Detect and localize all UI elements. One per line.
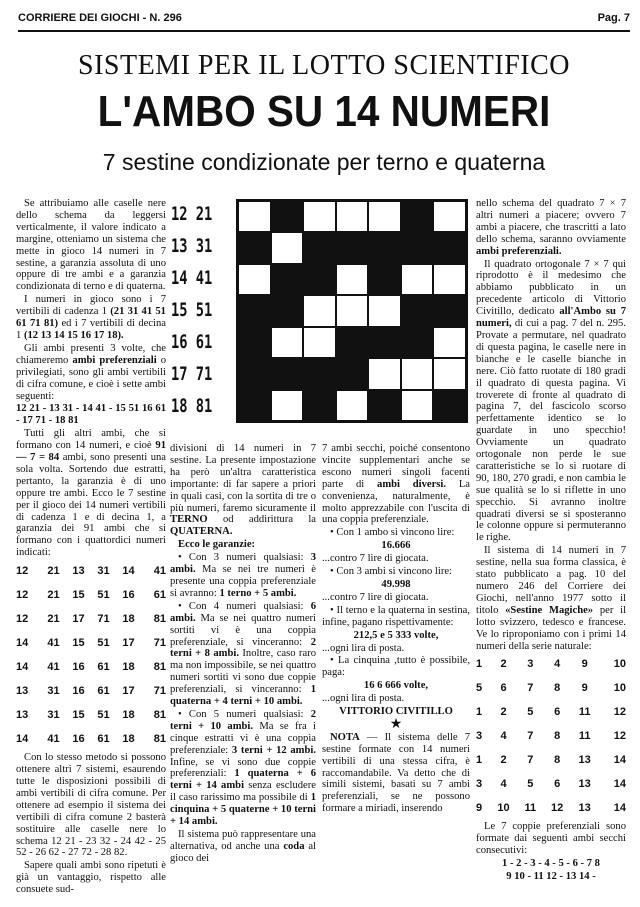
sestina-number: 16 xyxy=(122,589,135,602)
grid-cell-black xyxy=(433,232,466,263)
sestina-number: 21 xyxy=(47,589,60,602)
sestina-number: 9 xyxy=(581,682,588,695)
grid-cell-white xyxy=(368,201,401,232)
sestina-number: 51 xyxy=(97,637,110,650)
sestina-number: 12 xyxy=(613,706,626,719)
sestina-number: 31 xyxy=(47,685,60,698)
sestina-number: 14 xyxy=(613,778,626,791)
sestina-number: 2 xyxy=(500,706,507,719)
header-publication: CORRIERE DEI GIOCHI - N. 296 xyxy=(18,12,182,24)
col4-paragraph-4: Le 7 coppie preferenziali sono formate dai seguenti ambi secchi consecutivi: xyxy=(476,821,626,857)
sestina-number: 15 xyxy=(72,637,85,650)
col3-value-4: 16 6 666 volte, xyxy=(363,680,429,692)
sestina-number: 14 xyxy=(16,661,29,674)
grid-cell-black xyxy=(336,358,369,389)
subtitle: 7 sestine condizionate per terno e quaterna xyxy=(102,149,546,175)
grid-cell-white xyxy=(336,295,369,326)
sestina-number: 81 xyxy=(153,661,166,674)
grid-cell-black xyxy=(271,201,304,232)
handwritten-pair-label: 13 31 xyxy=(171,235,213,257)
sestina-number: 9 xyxy=(581,658,588,671)
header-rule xyxy=(18,30,630,32)
handwritten-pair-label: 14 41 xyxy=(171,267,213,289)
sestina-number: 7 xyxy=(527,682,534,695)
sestina-number: 1 xyxy=(476,754,483,767)
col2-paragraph-6: Il sistema può rappresentare una alternativa, od anche una coda al gioco dei xyxy=(170,829,316,864)
kicker-title: SISTEMI PER IL LOTTO SCIENTIFICO xyxy=(78,50,570,81)
sestina-number: 3 xyxy=(476,730,483,743)
col1-paragraph-2: I numeri in gioco sono i 7 vertibili di cadenza 1 (21 31 41 51 61 71 81) ed i 7 vertibili di decina 1 (12 13 14 15 16 17 18). xyxy=(16,294,166,341)
sestina-number: 12 xyxy=(16,565,29,578)
sestina-number: 13 xyxy=(16,685,29,698)
grid-cell-black xyxy=(368,327,401,358)
sestina-number: 18 xyxy=(122,661,135,674)
grid-cell-black xyxy=(433,390,466,421)
sestina-number: 5 xyxy=(476,682,483,695)
handwritten-pair-label: 12 21 xyxy=(171,203,213,225)
col3-paragraph-2: • Con 1 ambo si vincono lire: xyxy=(330,527,455,539)
sestina-number: 4 xyxy=(554,658,561,671)
sestina-row xyxy=(476,773,626,797)
sestina-number: 41 xyxy=(47,733,60,746)
grid-cell-white xyxy=(238,201,271,232)
grid-cell-white xyxy=(271,327,304,358)
col4-consecutive-pairs-2: 9 10 - 11 12 - 13 14 - xyxy=(506,871,596,883)
sestina-number: 7 xyxy=(527,730,534,743)
sestina-row xyxy=(16,728,166,752)
sestina-number: 1 xyxy=(476,658,483,671)
grid-cell-white xyxy=(336,264,369,295)
col2-paragraph-1: divisioni di 14 numeri in 7 sestine. La presente impostazione ha però un'altra caratteristica importante: di far sapere a priori in quali casi, con la sortita di tre o più numeri, faremo sicuramente il TERNO od addirittura la QUATERNA. xyxy=(170,443,316,538)
sestina-number: 13 xyxy=(578,778,591,791)
sestina-number: 41 xyxy=(47,661,60,674)
sestina-number: 14 xyxy=(122,565,135,578)
grid-cell-white xyxy=(433,327,466,358)
sestina-number: 6 xyxy=(554,706,561,719)
grid-cell-black xyxy=(368,232,401,263)
col3-paragraph-9: ...ogni lira di posta. xyxy=(322,693,405,705)
sestina-number: 9 xyxy=(476,802,483,815)
sestina-row xyxy=(16,704,166,728)
sestina-row xyxy=(476,677,626,701)
sestina-row xyxy=(16,632,166,656)
col1-paragraph-7: Sapere quali ambi sono ripetuti è già un vantaggio, rispetto alle consuete sud- xyxy=(16,860,166,896)
sestina-number: 2 xyxy=(500,658,507,671)
grid-cell-black xyxy=(303,358,336,389)
sestina-number: 17 xyxy=(72,613,85,626)
sestina-number: 14 xyxy=(613,754,626,767)
sestina-number: 10 xyxy=(497,802,510,815)
col3-paragraph-3: ...contro 7 lire di giocata. xyxy=(322,553,429,565)
handwritten-pair-label: 16 61 xyxy=(171,331,213,353)
sestina-number: 11 xyxy=(524,802,537,815)
grid-cell-white xyxy=(336,201,369,232)
grid-cell-white xyxy=(271,232,304,263)
grid-cell-black xyxy=(271,295,304,326)
sestina-number: 17 xyxy=(122,637,135,650)
sestina-row xyxy=(476,725,626,749)
col1-paragraph-5: Tutti gli altri ambi, che si formano con 14 numeri, e cioè 91 — 7 = 84 ambi, sono presenti una sola volta. Sortendo due estratti, pertanto, la garanzia è di uno oppure tre ambi. Ecco le 7 sestine per il gioco dei 14 numeri vertibili di cadenza 1 e di decina 1, a garanzia dei 91 ambi che si formano con i quattordici numeri indicati: xyxy=(16,428,166,559)
sestina-number: 13 xyxy=(578,754,591,767)
sestina-number: 13 xyxy=(16,709,29,722)
col4-paragraph-3: Il sistema di 14 numeri in 7 sestine, nella sua forma classica, è stato pubblicato a pag. 10 del numero 246 del Corriere dei Giochi, nell'anno 1977 sotto il titolo «Sestine Magiche» per il lotto svizzero, tedesco e francese. Ve lo riproponiamo con i primi 14 numeri della serie naturale: xyxy=(476,545,626,652)
sestina-number: 14 xyxy=(16,637,29,650)
sestina-number: 6 xyxy=(554,778,561,791)
header-page-number: Pag. 7 xyxy=(597,12,630,24)
grid-cell-white xyxy=(401,264,434,295)
sestina-number: 61 xyxy=(97,733,110,746)
grid-cell-black xyxy=(271,358,304,389)
sestina-number: 71 xyxy=(97,613,110,626)
grid-cell-black xyxy=(303,264,336,295)
sestina-number: 10 xyxy=(613,658,626,671)
sestine-table-2 xyxy=(476,653,626,821)
sestina-number: 81 xyxy=(153,733,166,746)
sestina-number: 8 xyxy=(554,730,561,743)
grid-cell-black xyxy=(238,295,271,326)
sestina-number: 16 xyxy=(72,733,85,746)
grid-cell-white xyxy=(433,264,466,295)
sestina-number: 71 xyxy=(153,685,166,698)
sestina-number: 61 xyxy=(97,685,110,698)
col1-paragraph-1: Se attribuiamo alle caselle nere dello schema da leggersi verticalmente, il valore indicato a margine, otteniamo un sistema che mette in gioco 14 numeri in 7 sestine, a garanzia assoluta di uno oppure di tre ambi e a garanzia condizionata di terno e di quaterna. xyxy=(16,198,166,293)
grid-cell-black xyxy=(368,264,401,295)
sestina-row xyxy=(476,653,626,677)
star-icon: ★ xyxy=(389,716,403,732)
grid-cell-white xyxy=(271,390,304,421)
sestina-number: 12 xyxy=(551,802,564,815)
sestina-number: 81 xyxy=(153,613,166,626)
sestina-row xyxy=(16,680,166,704)
sestina-number: 81 xyxy=(153,709,166,722)
grid-cell-black xyxy=(336,327,369,358)
sestina-number: 71 xyxy=(153,637,166,650)
col2-paragraph-4: • Con 4 numeri qualsiasi: 6 ambi. Ma se nei quattro numeri sortiti vi è una coppia preferenziale, si vinceranno: 2 terni + 8 ambi. Inoltre, caso raro ma non impossibile, se nei quattro numeri sortiti vi sono due coppie preferenziali, si vinceranno: 1 quaterna + 4 terni + 10 ambi. xyxy=(170,600,316,708)
author-signature: VITTORIO CIVITILLO xyxy=(339,706,453,718)
sestina-number: 6 xyxy=(500,682,507,695)
sestina-number: 15 xyxy=(72,709,85,722)
grid-cell-black xyxy=(401,201,434,232)
sestina-row xyxy=(16,608,166,632)
col3-paragraph-4: • Con 3 ambi si vincono lire: xyxy=(330,566,452,578)
sestina-row xyxy=(16,560,166,584)
sestina-number: 14 xyxy=(613,802,626,815)
sestina-number: 16 xyxy=(72,685,85,698)
grid-cell-white xyxy=(401,358,434,389)
grid-cell-white xyxy=(303,327,336,358)
grid-cell-white xyxy=(368,295,401,326)
sestina-number: 2 xyxy=(500,754,507,767)
col3-paragraph-6: • Il terno e la quaterna in sestina, infine, pagano rispettivamente: xyxy=(322,604,470,628)
grid-cell-black xyxy=(271,264,304,295)
sestina-number: 18 xyxy=(122,733,135,746)
col1-preferred-pairs: 12 21 - 13 31 - 14 41 - 15 51 16 61 - 17 71 - 18 81 xyxy=(16,403,166,427)
grid-cell-black xyxy=(303,390,336,421)
article-column-4 xyxy=(476,198,626,898)
sestina-number: 1 xyxy=(476,706,483,719)
sestina-number: 13 xyxy=(578,802,591,815)
col3-value-2: 49.998 xyxy=(381,578,411,590)
col4-consecutive-pairs-1: 1 - 2 - 3 - 4 - 5 - 6 - 7 8 xyxy=(502,858,600,870)
grid-cell-black xyxy=(433,295,466,326)
sestina-number: 3 xyxy=(527,658,534,671)
col3-note: NOTA — Il sistema delle 7 sestine formate con 14 numeri vertibili di una stessa cifra, è raccomandabile. Va detto che di simili sistemi, basati su 7 ambi preferenziali, se ne possono formare a miriadi, inserendo xyxy=(322,731,470,815)
grid-cell-black xyxy=(368,390,401,421)
sestina-number: 12 xyxy=(16,589,29,602)
sestina-number: 7 xyxy=(527,754,534,767)
sestina-number: 18 xyxy=(122,613,135,626)
article-column-3 xyxy=(322,443,470,898)
sestina-row xyxy=(16,584,166,608)
grid-cell-black xyxy=(401,295,434,326)
sestina-number: 18 xyxy=(122,709,135,722)
sestina-number: 51 xyxy=(97,589,110,602)
sestina-row xyxy=(476,749,626,773)
grid-cell-black xyxy=(336,232,369,263)
grid-cell-white xyxy=(303,201,336,232)
sestina-number: 61 xyxy=(153,589,166,602)
article-column-1 xyxy=(16,198,166,898)
sestina-number: 8 xyxy=(554,682,561,695)
col1-paragraph-6: Con lo stesso metodo si possono ottenere altri 7 sistemi, esaurendo tutte le disposizioni possibili di ambi vertibili di cifra comune. Per ottenere ad esempio il sistema dei vertibili di cifra comune 2 basterà sostituire alle caselle nere lo schema 12 21 - 23 32 - 24 42 - 25 52 - 26 62 - 27 72 - 28 82. xyxy=(16,752,166,859)
sestina-number: 21 xyxy=(47,613,60,626)
grid-cell-white xyxy=(433,201,466,232)
page-header xyxy=(18,12,630,26)
grid-cell-black xyxy=(238,327,271,358)
col4-paragraph-2: Il quadrato ortogonale 7 × 7 qui riprodotto è il medesimo che abbiamo pubblicato in un precedente articolo di Vittorio Civitillo, dedicato all'Ambo su 7 numeri, di cui a pag. 7 del n. 295. Provate a permutare, nel quadrato di questa pagina, le caselle nere in bianche e le caselle bianche in nere. Ciò fatto ruotate di 180 gradi il quadrato di questa pagina. Vi troverete di fronte al quadrato di pagina 7, del fascicolo scorso perfettamente identico se lo guardate in uno specchio! Ovviamente un quadrato ortogonale non perde le sue caratteristiche se lo si ruotare di 90, 180, 270 gradi, e non cambia le sue qualità se lo si riflette in uno specchio. Si avranno inoltre quadrati diversi se si sposteranno le colonne oppure si permuteranno le righe. xyxy=(476,258,626,544)
sestina-number: 41 xyxy=(153,565,166,578)
sestina-row xyxy=(476,797,626,821)
sestina-number: 12 xyxy=(613,730,626,743)
sestine-table-1 xyxy=(16,560,166,752)
sestina-number: 12 xyxy=(16,613,29,626)
grid-cell-black xyxy=(238,358,271,389)
sestina-number: 11 xyxy=(578,730,591,743)
grid-cell-black xyxy=(238,390,271,421)
grid-cell-black xyxy=(303,232,336,263)
grid-cell-white xyxy=(238,264,271,295)
col3-paragraph-8: • La cinquina ,tutto è possibile, paga: xyxy=(322,655,470,679)
sestina-number: 41 xyxy=(47,637,60,650)
sestina-number: 3 xyxy=(476,778,483,791)
sestina-row xyxy=(476,701,626,725)
sestina-number: 4 xyxy=(500,730,507,743)
grid-cell-white xyxy=(336,390,369,421)
sestina-number: 13 xyxy=(72,565,85,578)
grid-cell-black xyxy=(238,232,271,263)
grid-cell-black xyxy=(401,327,434,358)
grid-cell-white xyxy=(401,390,434,421)
col2-paragraph-5: • Con 5 numeri qualsiasi: 2 terni + 10 ambi. Ma se fra i cinque estratti vi è una coppia preferenziale: 3 terni + 12 ambi. Infine, se vi sono due coppie preferenziali: 1 quaterna + 6 terni + 14 ambi senza escludere il caso rarissimo ma possibile di 1 cinquina + 5 quaterne + 10 terni + 14 ambi. xyxy=(170,708,316,828)
col3-paragraph-1: 7 ambi secchi, poiché consentono vincite supplementari anche se escono numeri singoli facenti parte di ambi diversi. La convenienza, naturalmente, è molto apprezzabile con l'uscita di una coppia preferenziale. xyxy=(322,443,470,526)
sestina-number: 17 xyxy=(122,685,135,698)
sestina-number: 15 xyxy=(72,589,85,602)
grid-cell-black xyxy=(401,232,434,263)
sestina-number: 14 xyxy=(16,733,29,746)
grid-cell-white xyxy=(303,295,336,326)
col2-guarantees-heading: Ecco le garanzie: xyxy=(178,539,256,551)
handwritten-pair-label: 15 51 xyxy=(171,299,213,321)
sestina-number: 10 xyxy=(613,682,626,695)
col3-paragraph-5: ...contro 7 lire di giocata. xyxy=(322,591,429,603)
sestina-number: 31 xyxy=(97,565,110,578)
grid-cell-white xyxy=(368,358,401,389)
col3-value-1: 16.666 xyxy=(381,540,411,552)
col3-value-3: 212,5 e 5 333 volte, xyxy=(353,629,439,641)
col4-paragraph-1: nello schema del quadrato 7 × 7 altri numeri a piacere; ovvero 7 ambi a piacere, che trascritti a lato dello schema, saranno ovviamente ambi preferenziali. xyxy=(476,198,626,257)
sestina-number: 61 xyxy=(97,661,110,674)
sestina-number: 5 xyxy=(527,778,534,791)
sestina-row xyxy=(16,656,166,680)
sestina-number: 51 xyxy=(97,709,110,722)
orthogonal-square-grid xyxy=(236,199,468,423)
sestina-number: 8 xyxy=(554,754,561,767)
col1-paragraph-3: Gli ambi presenti 3 volte, che chiameremo ambi preferenziali o privilegiati, sono gli ambi vertibili di cifra comune, e cioè i sette ambi seguenti: xyxy=(16,342,166,402)
sestina-number: 4 xyxy=(500,778,507,791)
col2-paragraph-3: • Con 3 numeri qualsiasi: 3 ambi. Ma se nei tre numeri è presente una coppia preferenziale si avranno: 1 terno + 5 ambi. xyxy=(170,552,316,599)
sestina-number: 21 xyxy=(47,565,60,578)
sestina-number: 16 xyxy=(72,661,85,674)
handwritten-pair-label: 18 81 xyxy=(171,395,213,417)
grid-cell-white xyxy=(433,358,466,389)
col3-paragraph-7: ...ogni lira di posta. xyxy=(322,642,405,654)
sestina-number: 31 xyxy=(47,709,60,722)
article-column-2 xyxy=(170,443,316,898)
handwritten-pair-label: 17 71 xyxy=(171,363,213,385)
sestina-number: 5 xyxy=(527,706,534,719)
main-title: L'AMBO SU 14 NUMERI xyxy=(97,87,551,136)
sestina-number: 11 xyxy=(578,706,591,719)
